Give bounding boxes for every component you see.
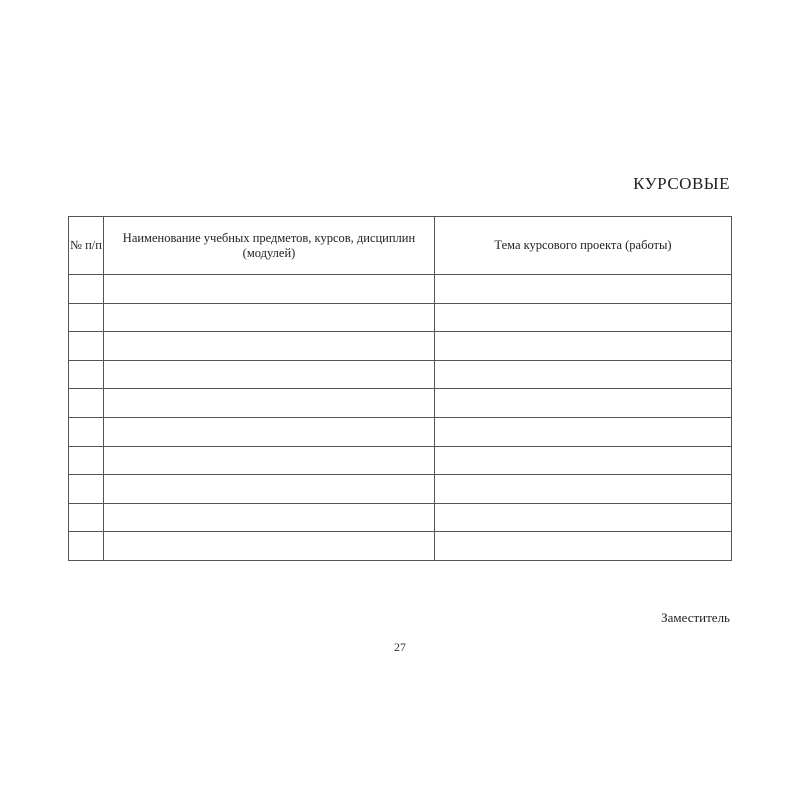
cell-subject[interactable] (104, 389, 435, 418)
cell-topic[interactable] (435, 389, 732, 418)
table-row (69, 303, 732, 332)
table-row (69, 389, 732, 418)
deputy-label: Заместитель (661, 610, 730, 625)
header-subject: Наименование учебных предметов, курсов, дисциплин (модулей) (104, 217, 435, 275)
cell-subject[interactable] (104, 446, 435, 475)
table-row (69, 475, 732, 504)
table-row (69, 532, 732, 561)
table-header-row (69, 217, 732, 275)
cell-subject[interactable] (104, 303, 435, 332)
cell-subject[interactable] (104, 475, 435, 504)
cell-number[interactable] (69, 475, 104, 504)
cell-subject[interactable] (104, 532, 435, 561)
cell-number[interactable] (69, 417, 104, 446)
table-row (69, 446, 732, 475)
cell-topic[interactable] (435, 503, 732, 532)
header-topic: Тема курсового проекта (работы) (435, 217, 732, 275)
cell-topic[interactable] (435, 475, 732, 504)
table-row (69, 332, 732, 361)
table-row (69, 503, 732, 532)
cell-topic[interactable] (435, 275, 732, 304)
table-row (69, 417, 732, 446)
cell-number[interactable] (69, 389, 104, 418)
cell-number[interactable] (69, 303, 104, 332)
cell-subject[interactable] (104, 332, 435, 361)
cell-number[interactable] (69, 275, 104, 304)
cell-subject[interactable] (104, 360, 435, 389)
page-title: КУРСОВЫЕ (633, 174, 730, 193)
coursework-table (68, 216, 732, 561)
cell-topic[interactable] (435, 446, 732, 475)
cell-topic[interactable] (435, 332, 732, 361)
cell-topic[interactable] (435, 417, 732, 446)
cell-subject[interactable] (104, 275, 435, 304)
cell-subject[interactable] (104, 417, 435, 446)
cell-topic[interactable] (435, 360, 732, 389)
cell-number[interactable] (69, 532, 104, 561)
cell-topic[interactable] (435, 303, 732, 332)
header-number: № п/п (69, 217, 104, 275)
cell-subject[interactable] (104, 503, 435, 532)
cell-number[interactable] (69, 446, 104, 475)
cell-number[interactable] (69, 360, 104, 389)
cell-number[interactable] (69, 503, 104, 532)
table-row (69, 275, 732, 304)
cell-number[interactable] (69, 332, 104, 361)
table-row (69, 360, 732, 389)
cell-topic[interactable] (435, 532, 732, 561)
page-number: 27 (394, 640, 406, 654)
